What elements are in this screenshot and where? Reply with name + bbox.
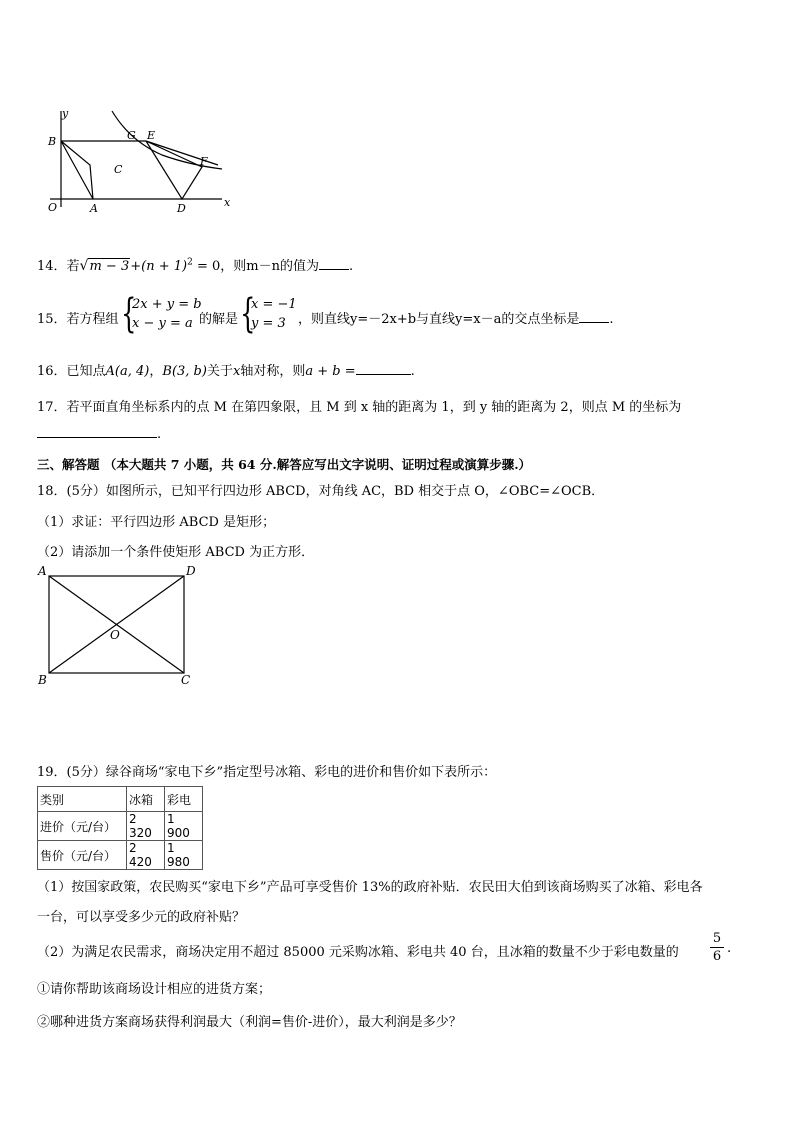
label-o: O [48, 201, 58, 214]
label-b: B [48, 135, 57, 148]
q14-sqrt-body: m − 3 [89, 259, 130, 274]
label-f: F [200, 155, 208, 168]
table-cell: 进价（元/台） [38, 812, 127, 841]
label-a: A [38, 564, 47, 578]
coordinate-figure [40, 105, 240, 220]
triangle-abc [61, 141, 93, 199]
question-18-part-1: （1）求证：平行四边形 ABCD 是矩形； [37, 515, 276, 530]
q17-answer-blank[interactable] [37, 437, 157, 438]
table-cell: 类别 [38, 787, 127, 812]
table-cell: 冰箱 [127, 787, 165, 812]
q15-system-1: 2x + y = b x − y = a [132, 297, 202, 331]
table-row [38, 841, 203, 870]
q14-answer-blank[interactable] [319, 269, 349, 270]
question-19-sub-2: ②哪种进货方案商场获得利润最大（利润=售价-进价），最大利润是多少？ [37, 1015, 462, 1030]
label-d: D [186, 564, 196, 578]
q15-answer-blank[interactable] [579, 322, 609, 323]
section-3-heading: 三、解答题 （本大题共 7 小题，共 64 分.解答应写出文字说明、证明过程或演算步骤.） [37, 457, 532, 472]
question-19-stem: 19．(5分）绿谷商场“家电下乡”指定型号冰箱、彩电的进价和售价如下表所示： [37, 765, 497, 780]
label-y: y [62, 107, 69, 120]
q15-system-2: x = −1 y = 3 [251, 297, 297, 331]
question-19-part-2: （2）为满足农民需求，商场决定用不超过 85000 元采购冰箱、彩电共 40 台，且冰箱的数量不少于彩电数量的 [37, 945, 679, 960]
question-18-stem: 18．(5分）如图所示，已知平行四边形 ABCD，对角线 AC，BD 相交于点 O，∠OBC=∠OCB． [37, 484, 605, 499]
table-cell: 2 420 [127, 841, 165, 870]
label-b: B [38, 673, 47, 687]
table-cell: 2 320 [127, 812, 165, 841]
label-c: C [114, 163, 123, 176]
label-a: A [90, 202, 98, 215]
question-19-part-1a: （1）按国家政策，农民购买“家电下乡”产品可享受售价 13%的政府补贴．农民田大伯到该商场购买了冰箱、彩电各 [37, 880, 703, 895]
table-cell: 1 900 [165, 812, 203, 841]
label-g: G [127, 129, 136, 142]
table-cell: 彩电 [165, 787, 203, 812]
question-17: 17．若平面直角坐标系内的点 M 在第四象限，且 M 到 x 轴的距离为 1，到 y 轴的距离为 2，则点 M 的坐标为 [37, 400, 682, 415]
fraction-five-sixths: 5 6 [710, 930, 724, 965]
price-table [37, 786, 203, 870]
table-cell: 1 980 [165, 841, 203, 870]
table-header-row [38, 787, 203, 812]
label-d: D [177, 202, 186, 215]
question-18-part-2: （2）请添加一个条件使矩形 ABCD 为正方形． [37, 545, 315, 560]
label-e: E [147, 129, 156, 142]
question-19-sub-1: ①请你帮助该商场设计相应的进货方案； [37, 982, 272, 997]
table-cell: 售价（元/台） [38, 841, 127, 870]
q16-answer-blank[interactable] [356, 374, 411, 375]
label-c: C [181, 673, 191, 687]
label-o: O [110, 628, 120, 642]
table-row [38, 812, 203, 841]
rectangle-figure [35, 563, 205, 691]
question-16: 16．已知点A(a, 4)，B(3, b)关于x轴对称，则a + b = . [37, 364, 415, 379]
triangle-def [146, 141, 202, 199]
q14-number: 14．若 [37, 259, 80, 274]
question-19-part-1b: 一台，可以享受多少元的政府补贴？ [37, 910, 246, 925]
label-x: x [224, 196, 231, 209]
question-15-number: 15．若方程组 [37, 312, 119, 327]
question-14: 14．若$√m - 3+(n + 1)^2 = 0$，则m－n的值为 . [37, 257, 354, 274]
